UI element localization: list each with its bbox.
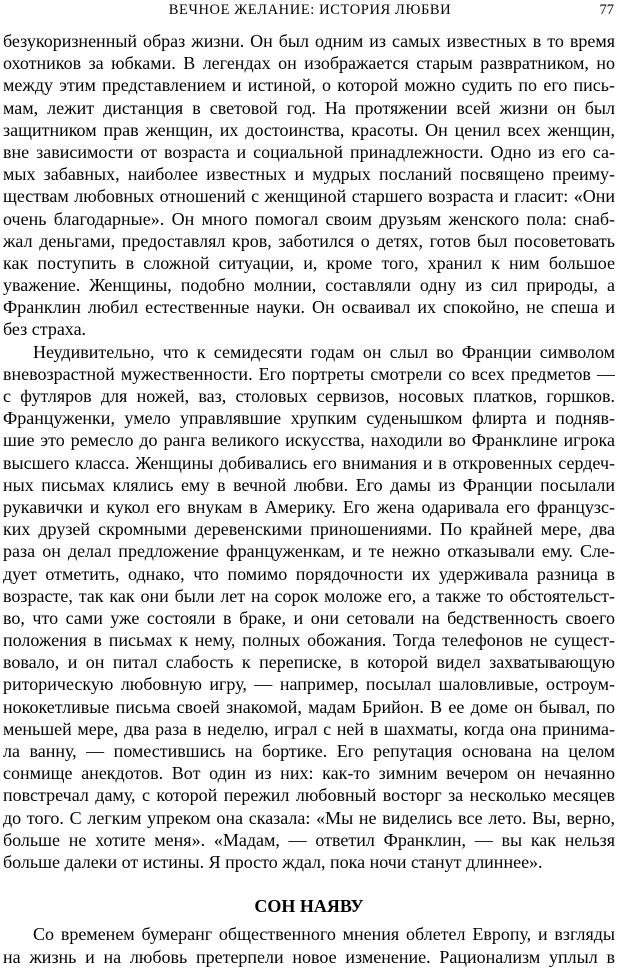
page-number: 77 [599, 2, 614, 18]
text-line: меньшей мере, два раза в неделю, играл с ней в шахматы, когда она принима- [3, 718, 615, 739]
text-line: во, что сами уже состояли в браке, и они сетовали на бедственность своего [3, 607, 615, 628]
text-line: без страха. [3, 319, 87, 340]
running-title: ВЕЧНОЕ ЖЕЛАНИЕ: ИСТОРИЯ ЛЮБВИ [168, 2, 452, 18]
text-line: Француженки, умело управлявшие хрупким суденышком флирта и подняв- [3, 408, 615, 429]
text-line: безукоризненный образ жизни. Он был одним из самых известных в то время [3, 31, 615, 51]
text-line: охотников за юбками. В легендах он изображается старым развратником, но [3, 53, 615, 74]
text-line: вне зависимости от возраста и социальной принадлежности. Одно из его са- [3, 141, 615, 162]
text-line: ществам любовных отношений с женщиной старшего возраста и гласит: «Они [3, 186, 615, 207]
text-line: жал деньгами, предоставлял кров, заботился о детях, готов был посоветовать [3, 230, 615, 251]
section-heading: СОН НАЯВУ [254, 896, 364, 917]
text-line: Неудивительно, что к семидесяти годам он слыл во Франции символом [33, 341, 615, 362]
text-line: раза он делал предложение француженкам, и те нежно отказывали ему. Сле- [3, 541, 615, 562]
text-line: повстречал даму, с которой пережил любовный восторг за несколько месяцев [3, 785, 615, 806]
text-line: сонмище анекдотов. Вот один из них: как-то зимним вечером он нечаянно [3, 763, 615, 784]
text-line: Франклин любил естественные науки. Он осваивал их спокойно, не спеша и [3, 297, 615, 318]
text-line: мам, лежит дистанция в световой год. На протяжении всей жизни он был [3, 97, 615, 118]
text-line: нококетливые письма своей знакомой, мадам Брийон. В ее доме он бывал, по [3, 696, 615, 717]
text-line: между этим представлением и истиной, о которой можно судить по его пись- [3, 75, 615, 96]
paragraph-1 [3, 30, 615, 341]
text-line: очень благодарные». Он много помогал своим друзьям женского пола: снаб- [3, 208, 615, 229]
text-line: положения в письмах к нему, полных обожания. Тогда телефонов не сущест- [3, 630, 615, 651]
text-line: возрасте, так как они были лет на сорок моложе его, а также то обстоятельст- [3, 585, 615, 606]
text-line: Со временем бумеранг общественного мнения облетел Европу, и взгляды [33, 924, 615, 945]
text-line: мых забавных, наиболее известных и мудрых посланий посвящено преиму- [3, 164, 615, 185]
text-line: с футляров для ножей, ваз, столовых сервизов, носовых платков, горшков. [3, 386, 615, 406]
text-line: ких друзей скромными деревенскими приношениями. По крайней мере, два [3, 519, 615, 540]
text-line: как поступить в сложной ситуации, и, кроме того, хранил к ним большое [3, 252, 615, 273]
body-text [3, 30, 615, 968]
text-line: вневозрастной мужественности. Его портреты смотрели со всех предметов — [3, 363, 615, 384]
text-line: ла ванну, — поместившись на бортике. Его репутация основана на целом [3, 741, 615, 761]
text-line: защитником прав женщин, их достоинства, красоты. Он ценил всех женщин, [3, 119, 615, 140]
text-line: вовало, и он питал слабость к переписке, в которой видел захватывающую [3, 652, 615, 673]
paragraph-3 [3, 923, 615, 967]
paragraph-2 [3, 341, 615, 874]
text-line: до того. С легким упреком она сказала: «Мы не виделись все лето. Вы, верно, [3, 807, 615, 828]
text-line: ных письмах клялись ему в вечной любви. Его дамы из Франции посылали [3, 474, 615, 495]
text-line: шие это ремесло до ранга великого искусства, находили во Франклине игрока [3, 430, 615, 451]
text-line: рукавички и кукол его внукам в Америку. Его жена одаривала его французс- [3, 496, 615, 517]
text-line: уважение. Женщины, подобно молнии, составляли одну из сил природы, а [3, 275, 615, 296]
text-line: риторическую любовную игру, — например, посылал шаловливые, остроум- [3, 674, 615, 695]
text-line: дует отметить, однако, что помимо порядочности их удерживала разница в [3, 563, 615, 584]
text-line: больше не хотите меня». «Мадам, — ответил Франклин, — вы как нельзя [3, 829, 615, 850]
page-header [0, 0, 620, 22]
section-spacer [3, 873, 615, 895]
text-line: больше далеки от истины. Я просто ждал, пока ночи станут длиннее». [3, 851, 543, 872]
text-line: на жизнь и на любовь претерпели новое изменение. Рационализм уплыл в [3, 946, 615, 967]
text-line: высшего класса. Женщины добивались его внимания и в откровенных сердеч- [3, 452, 615, 473]
